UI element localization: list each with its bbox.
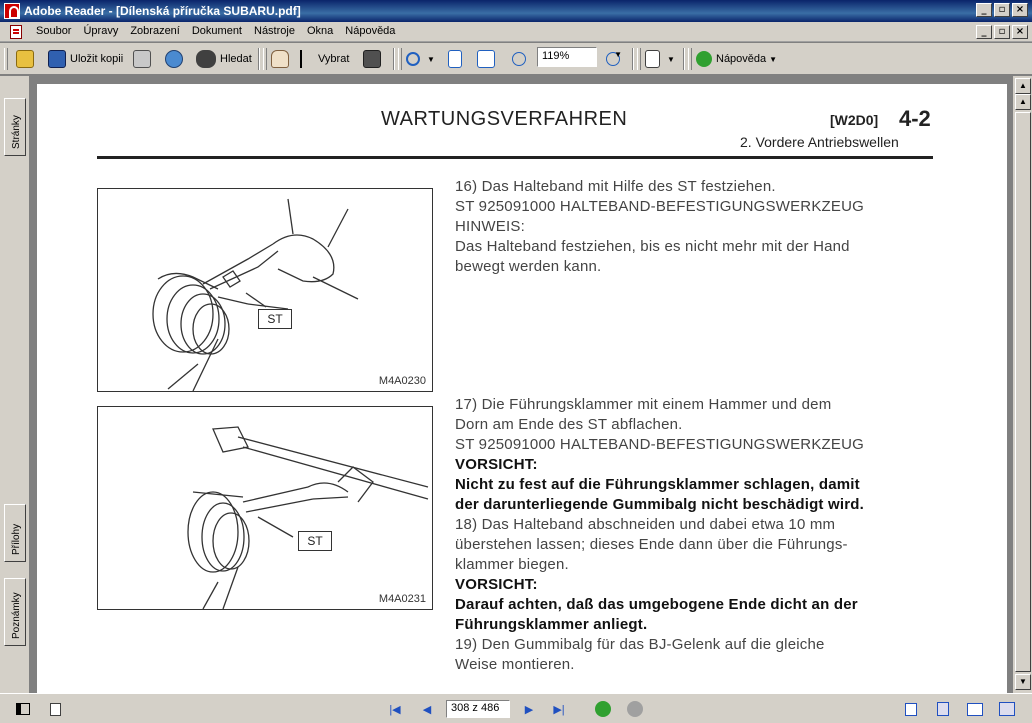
menu-tools[interactable]: Nástroje bbox=[254, 25, 295, 37]
step-18-line: klammer biegen. bbox=[455, 556, 569, 573]
zoom-tool-dropdown-icon[interactable]: ▼ bbox=[427, 54, 435, 64]
menu-document[interactable]: Dokument bbox=[191, 25, 242, 37]
caution-1-line: der darunterliegende Gummibalg nicht beschädigt wird. bbox=[455, 496, 864, 513]
previous-page-icon: ◀ bbox=[422, 703, 432, 716]
toolbar-separator bbox=[258, 48, 260, 70]
toolbar-separator bbox=[632, 48, 634, 70]
page-size-button[interactable] bbox=[46, 700, 64, 718]
toolbar-grip-3[interactable] bbox=[398, 48, 402, 70]
tab-pages[interactable] bbox=[4, 98, 26, 156]
save-copy-label: Uložit kopii bbox=[70, 53, 124, 65]
maximize-button[interactable]: ▫ bbox=[994, 3, 1010, 17]
forward-arrow-icon bbox=[627, 701, 643, 717]
scroll-thumb[interactable] bbox=[1015, 112, 1031, 672]
step-16-line: bewegt werden kann. bbox=[455, 258, 602, 275]
navigation-panel bbox=[0, 76, 30, 693]
step-18-line: überstehen lassen; dieses Ende dann über die Führungs- bbox=[455, 536, 848, 553]
toolbar-separator bbox=[393, 48, 395, 70]
section-number: 4-2 bbox=[899, 106, 931, 131]
toolbar-grip-2[interactable] bbox=[263, 48, 267, 70]
window-controls bbox=[976, 3, 1028, 17]
menu-bar bbox=[0, 22, 1032, 42]
facing-view-button[interactable] bbox=[966, 700, 984, 718]
fit-height-icon bbox=[448, 50, 462, 68]
help-button[interactable] bbox=[696, 47, 777, 71]
select-label: Vybrat bbox=[318, 53, 350, 65]
heading-rule bbox=[97, 156, 933, 159]
scroll-down-button[interactable]: ▼ bbox=[1015, 674, 1031, 690]
step-16-line: ST 925091000 HALTEBAND-BEFESTIGUNGSWERKZEUG bbox=[455, 198, 865, 215]
save-copy-button[interactable] bbox=[48, 47, 123, 71]
minimize-button[interactable]: _ bbox=[976, 3, 992, 17]
zoom-level-dropdown-icon[interactable]: ▼ bbox=[614, 50, 622, 59]
next-page-button[interactable] bbox=[520, 700, 538, 718]
tab-notes-label: Poznámky bbox=[11, 592, 22, 639]
menu-edit[interactable]: Úpravy bbox=[83, 25, 119, 37]
caution-2-line: Darauf achten, daß das umgebogene Ende dicht an der bbox=[455, 596, 858, 613]
last-page-button[interactable] bbox=[550, 700, 568, 718]
text-select-icon bbox=[300, 50, 314, 68]
rotate-dropdown-icon[interactable]: ▼ bbox=[667, 54, 675, 64]
open-button[interactable] bbox=[16, 47, 38, 71]
toolbar-grip[interactable] bbox=[4, 48, 8, 70]
page-indicator: 308 z 486 bbox=[451, 702, 500, 714]
menu-help[interactable]: Nápověda bbox=[345, 25, 396, 37]
step-17-text bbox=[455, 395, 935, 675]
pdf-page bbox=[37, 84, 1007, 693]
section-subtitle: 2. Vordere Antriebswellen bbox=[740, 134, 899, 150]
st-label-1: ST bbox=[258, 309, 292, 329]
page-rotate-icon bbox=[645, 50, 660, 68]
page-number-input[interactable] bbox=[446, 700, 510, 718]
step-19-line: 19) Den Gummibalg für das BJ-Gelenk auf die gleiche bbox=[455, 636, 825, 653]
single-page-view-button[interactable] bbox=[902, 700, 920, 718]
last-page-icon: ▶| bbox=[553, 703, 565, 716]
continuous-facing-icon bbox=[999, 702, 1015, 716]
caution-2-line: Führungsklammer anliegt. bbox=[455, 616, 648, 633]
help-icon bbox=[696, 51, 712, 67]
tab-notes[interactable] bbox=[4, 578, 26, 646]
menu-file[interactable]: Soubor bbox=[36, 25, 72, 37]
step-16-line: 16) Das Halteband mit Hilfe des ST festziehen. bbox=[455, 178, 776, 195]
continuous-view-button[interactable] bbox=[934, 700, 952, 718]
title-bar bbox=[0, 0, 1032, 22]
status-bar bbox=[0, 693, 1032, 723]
continuous-facing-view-button[interactable] bbox=[998, 700, 1016, 718]
scroll-page-up-button[interactable]: ▲ bbox=[1015, 94, 1031, 110]
select-tool-button[interactable] bbox=[300, 47, 349, 71]
back-arrow-icon bbox=[595, 701, 611, 717]
window-title: Adobe Reader - [Dílenská příručka SUBARU.pdf] bbox=[24, 4, 301, 18]
document-window-controls bbox=[976, 25, 1028, 39]
step-16-text bbox=[455, 177, 935, 277]
print-button[interactable] bbox=[133, 47, 155, 71]
doc-close-button[interactable]: × bbox=[1012, 25, 1028, 39]
step-16-line: Das Halteband festziehen, bis es nicht mehr mit der Hand bbox=[455, 238, 850, 255]
go-forward-button[interactable] bbox=[626, 700, 644, 718]
step-18-line: 18) Das Halteband abschneiden und dabei etwa 10 mm bbox=[455, 516, 836, 533]
camera-icon bbox=[363, 50, 381, 68]
tab-attachments[interactable] bbox=[4, 504, 26, 562]
zoom-out-button[interactable] bbox=[512, 47, 530, 71]
single-page-icon bbox=[905, 703, 917, 716]
step-17-line: ST 925091000 HALTEBAND-BEFESTIGUNGSWERKZEUG bbox=[455, 436, 865, 453]
close-button[interactable]: × bbox=[1012, 3, 1028, 17]
binoculars-icon bbox=[196, 50, 216, 68]
magnifier-icon bbox=[406, 52, 420, 66]
toolbar-grip-5[interactable] bbox=[688, 48, 692, 70]
rotate-view-button[interactable] bbox=[645, 47, 675, 71]
help-label: Nápověda bbox=[716, 53, 767, 65]
toggle-nav-panel-button[interactable] bbox=[14, 700, 32, 718]
continuous-icon bbox=[937, 702, 949, 716]
toolbar-grip-4[interactable] bbox=[637, 48, 641, 70]
figure-1 bbox=[97, 188, 433, 392]
search-button[interactable] bbox=[196, 47, 252, 71]
tab-pages-label: Stránky bbox=[11, 115, 22, 149]
zoom-tool-button[interactable] bbox=[406, 47, 435, 71]
fit-width-button[interactable] bbox=[477, 47, 499, 71]
page-icon bbox=[50, 703, 61, 716]
figure-2-illustration bbox=[98, 407, 432, 609]
printer-icon bbox=[133, 50, 151, 68]
menu-window[interactable]: Okna bbox=[306, 25, 334, 37]
nav-panel-icon bbox=[16, 703, 30, 715]
caution-1-title: VORSICHT: bbox=[455, 456, 538, 473]
previous-page-button[interactable] bbox=[418, 700, 436, 718]
menu-view[interactable]: Zobrazení bbox=[130, 25, 180, 37]
figure-1-caption: M4A0230 bbox=[378, 375, 426, 387]
doc-restore-button[interactable]: ▫ bbox=[994, 25, 1010, 39]
doc-minimize-button[interactable]: _ bbox=[976, 25, 992, 39]
document-view[interactable] bbox=[31, 76, 1012, 693]
step-17-line: 17) Die Führungsklammer mit einem Hammer und dem bbox=[455, 396, 832, 413]
zoom-level-input[interactable] bbox=[537, 47, 622, 67]
open-folder-icon bbox=[16, 50, 34, 68]
zoom-level-value: 119% bbox=[542, 50, 570, 62]
section-code: [W2D0] bbox=[830, 112, 879, 128]
toolbar-separator bbox=[683, 48, 685, 70]
hand-icon bbox=[271, 50, 289, 68]
step-16-line: HINWEIS: bbox=[455, 218, 525, 235]
search-label: Hledat bbox=[220, 53, 252, 65]
zoom-out-icon bbox=[512, 52, 526, 66]
first-page-button[interactable] bbox=[386, 700, 404, 718]
facing-icon bbox=[967, 703, 983, 716]
scroll-up-button[interactable]: ▲ bbox=[1015, 78, 1031, 94]
first-page-icon: |◀ bbox=[389, 703, 401, 716]
adobe-reader-icon bbox=[4, 3, 20, 19]
step-17-line: Dorn am Ende des ST abflachen. bbox=[455, 416, 683, 433]
page-heading: WARTUNGSVERFAHREN bbox=[381, 108, 628, 130]
st-label-2: ST bbox=[298, 531, 332, 551]
go-back-button[interactable] bbox=[594, 700, 612, 718]
tab-attachments-label: Přílohy bbox=[11, 523, 22, 555]
fit-width-icon bbox=[477, 50, 495, 68]
next-page-icon: ▶ bbox=[524, 703, 534, 716]
floppy-disk-icon bbox=[48, 50, 66, 68]
figure-2-caption: M4A0231 bbox=[378, 593, 426, 605]
email-globe-icon bbox=[165, 50, 183, 68]
fit-page-button[interactable] bbox=[448, 47, 466, 71]
snapshot-button[interactable] bbox=[363, 47, 385, 71]
vertical-scrollbar[interactable] bbox=[1012, 76, 1032, 693]
caution-2-title: VORSICHT: bbox=[455, 576, 538, 593]
caution-1-line: Nicht zu fest auf die Führungsklammer schlagen, damit bbox=[455, 476, 860, 493]
hand-tool-button[interactable] bbox=[271, 47, 293, 71]
figure-1-illustration bbox=[98, 189, 432, 391]
step-19-line: Weise montieren. bbox=[455, 656, 575, 673]
help-dropdown-icon[interactable]: ▼ bbox=[769, 54, 778, 64]
document-icon[interactable] bbox=[10, 25, 22, 39]
figure-2 bbox=[97, 406, 433, 610]
email-button[interactable] bbox=[165, 47, 187, 71]
toolbar bbox=[0, 43, 1032, 75]
